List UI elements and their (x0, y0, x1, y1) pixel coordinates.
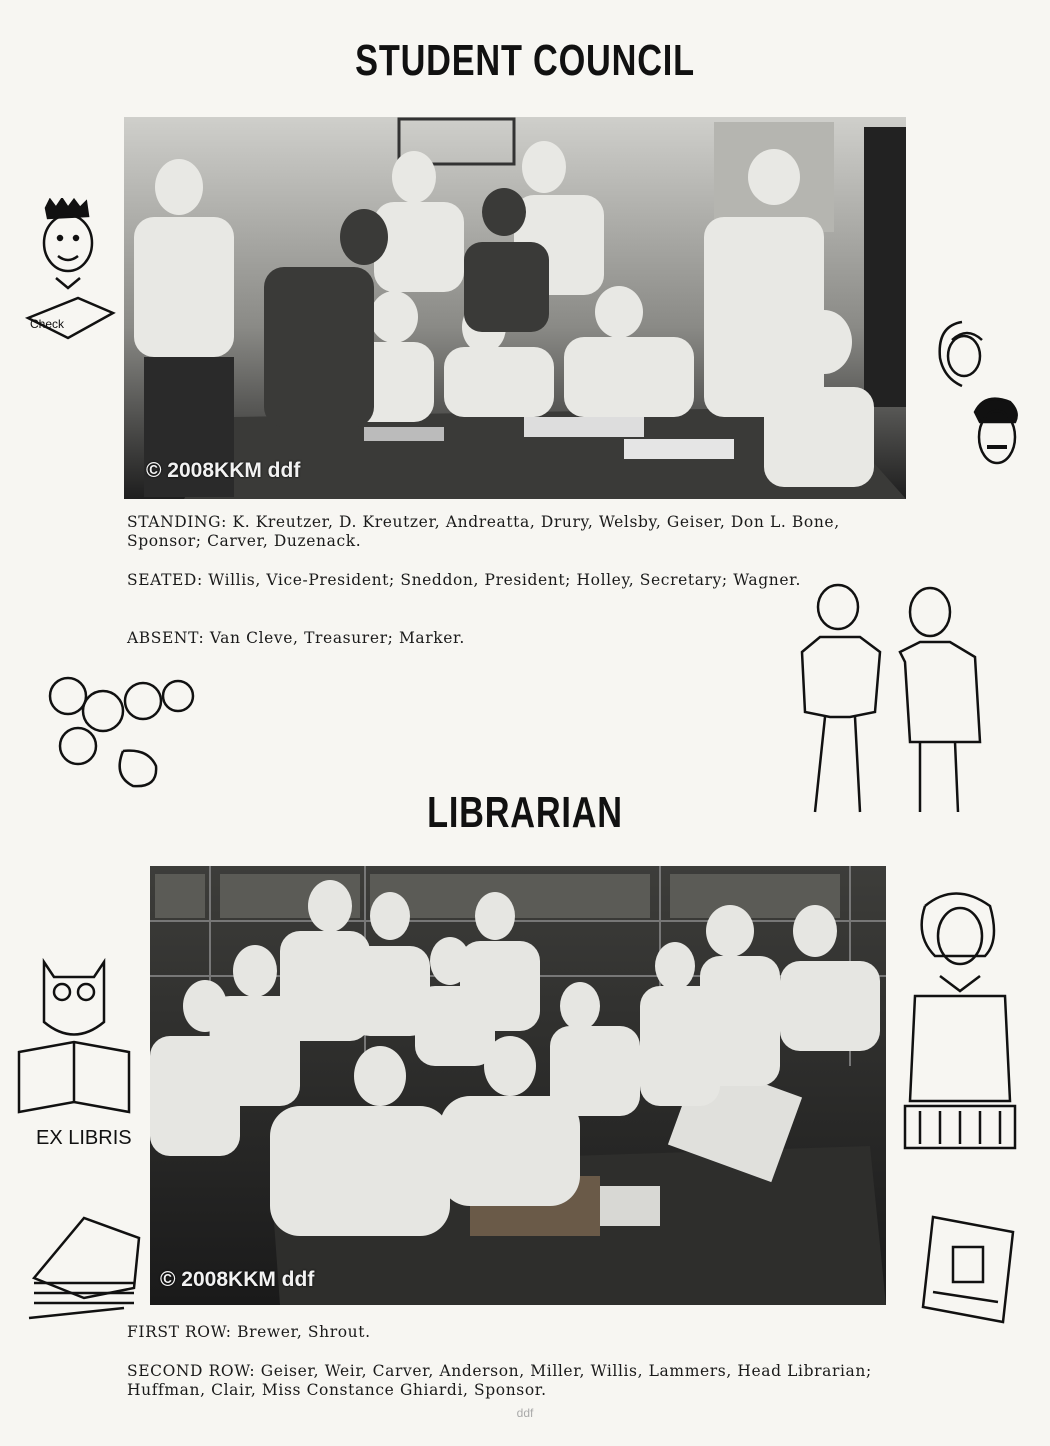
first-row-caption: FIRST ROW: Brewer, Shrout. (127, 1323, 371, 1341)
footer-mark: ddf (516, 1406, 534, 1420)
second-row-caption: SECOND ROW: Geiser, Weir, Carver, Anderson, Miller, Willis, Lammers, Head Librarian; Huffman, Clair, Miss Constance Ghiardi, Sponsor. (127, 1362, 872, 1399)
crowd-faces-doodle (38, 666, 198, 796)
lady-head-doodle (932, 318, 992, 390)
boy-with-envelope-doodle (18, 198, 123, 366)
man-head-doodle (965, 392, 1025, 474)
ex-libris-label: EX LIBRIS (36, 1127, 132, 1149)
standing-caption: STANDING: K. Kreutzer, D. Kreutzer, Andreatta, Drury, Welsby, Geiser, Don L. Bone, Sponsor; Carver, Duzenack. (127, 513, 840, 550)
seated-caption: SEATED: Willis, Vice-President; Sneddon, President; Holley, Secretary; Wagner. (127, 571, 801, 589)
owl-book-doodle (14, 952, 134, 1190)
girl-with-books-doodle (895, 886, 1025, 1154)
student-council-title: STUDENT COUNCIL (355, 36, 695, 85)
librarian-photo (150, 866, 886, 1305)
open-book-doodle (913, 1212, 1023, 1327)
absent-caption: ABSENT: Van Cleve, Treasurer; Marker. (127, 629, 465, 647)
librarian-title: LIBRARIAN (427, 788, 623, 837)
books-pencil-doodle (24, 1208, 144, 1326)
two-boys-doodle (780, 582, 1010, 822)
photo-watermark: © 2008KKM ddf (160, 1268, 315, 1291)
check-label: Check (30, 317, 65, 331)
photo-watermark: © 2008KKM ddf (146, 459, 301, 482)
student-council-photo (124, 117, 906, 499)
